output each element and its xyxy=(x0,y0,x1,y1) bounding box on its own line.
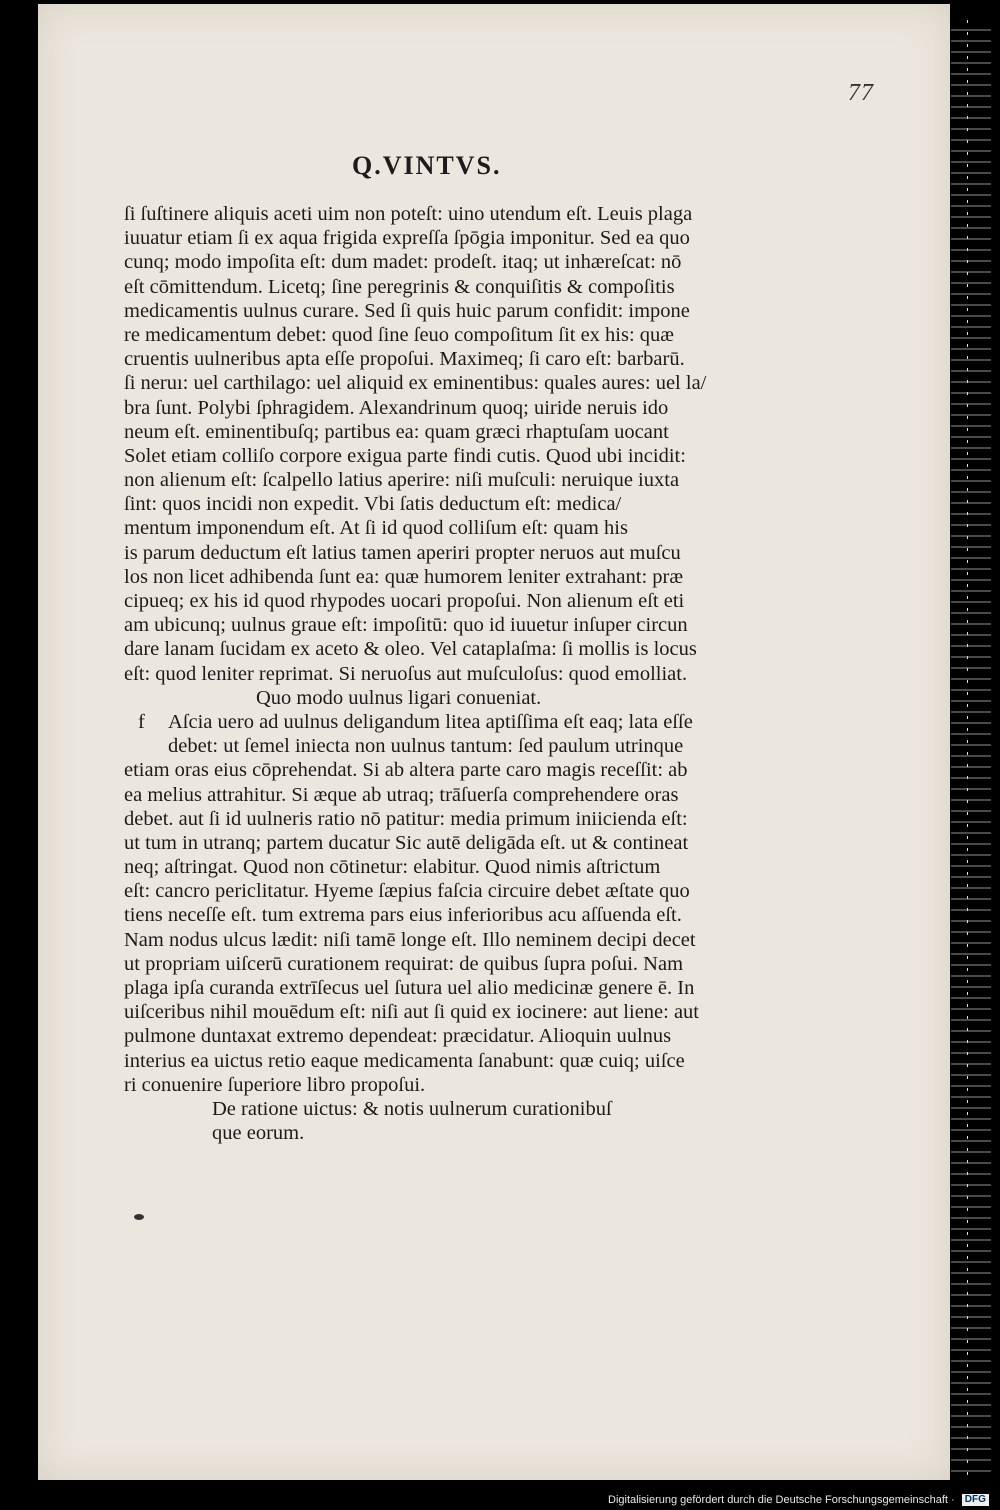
ink-mark xyxy=(134,1214,144,1220)
text-line: ſi neruı: uel carthilago: uel aliquid ex eminentibus: quales aures: uel la/ xyxy=(124,372,707,395)
text-line: medicamentis uulnus curare. Sed ſi quis huic parum confidit: impone xyxy=(124,299,690,322)
text-line: uiſceribus nihil mouēdum eſt: niſi aut ſi quid ex iocinere: aut liene: aut xyxy=(124,1001,700,1024)
text-line: tiens neceſſe eſt. tum extrema pars eius inferioribus acu aſſuenda eſt. xyxy=(124,904,682,927)
running-head: Q.VINTVS. xyxy=(352,151,502,180)
dfg-logo-icon: DFG xyxy=(962,1494,989,1506)
text-line: cipueq; ex his id quod rhypodes uocari propoſui. Non alienum eſt eti xyxy=(124,590,685,612)
text-line: debet. aut ſi id uulneris ratio nō patitur: media primum iniicienda eſt: xyxy=(124,807,688,830)
body-paragraph-2 xyxy=(124,758,724,1097)
text-line: dare lanam ſucidam ex aceto & oleo. Vel cataplaſma: ſi mollis is locus xyxy=(124,638,697,661)
body-paragraph-1 xyxy=(124,202,724,686)
scan-edge xyxy=(951,20,991,1480)
text-line: am ubicunq; uulnus graue eſt: impoſitū: quo id iuuetur inſuper circun xyxy=(124,614,688,637)
text-line: non alienum eſt: ſcalpello latius aperire: niſi muſculi: neruique iuxta xyxy=(124,469,680,492)
text-line: eſt: quod leniter reprimat. Si neruoſus aut muſculoſus: quod emolliat. xyxy=(124,662,688,685)
text-line: ri conuenire ſuperiore libro propoſui. xyxy=(124,1073,426,1096)
text-line: De ratione uictus: & notis uulnerum curationibuſ xyxy=(212,1097,612,1120)
text-line: los non licet adhibenda ſunt ea: quæ humorem leniter extrahant: præ xyxy=(124,565,684,588)
text-block xyxy=(124,202,724,1145)
digitization-credit xyxy=(608,1494,989,1506)
text-line: iuuatur etiam ſi ex aqua frigida expreſſa ſpōgia imponitur. Sed ea quo xyxy=(124,227,690,250)
credit-text: Digitalisierung gefördert durch die Deutsche Forschungsgemeinschaft · xyxy=(608,1494,955,1506)
text-line: eſt: cancro periclitatur. Hyeme ſæpius faſcia circuire debet æſtate quo xyxy=(124,880,690,903)
text-line: plaga ipſa curanda extrīſecus uel ſutura uel alio medicinæ genere ē. In xyxy=(124,977,695,999)
text-line: ut propriam uiſcerū curationem requirat: de quibus ſupra poſui. Nam xyxy=(124,952,684,975)
closing-heading xyxy=(124,1097,724,1145)
text-line: cunq; modo impoſita eſt: dum madet: prodeſt. itaq; ut inhæreſcat: nō xyxy=(124,251,682,274)
text-line: ut tum in utranq; partem ducatur Sic autē deligāda eſt. ut & contineat xyxy=(124,831,689,854)
text-line: is parum deductum eſt latius tamen aperiri propter neruos aut muſcu xyxy=(124,541,681,564)
text-line: etiam oras eius cōprehendat. Si ab altera parte caro magis receſſit: ab xyxy=(124,759,688,782)
text-line: interius ea uictus retio eaque medicamenta ſanabunt: quæ cuiq; uiſce xyxy=(124,1049,685,1072)
text-line: ſi ſuſtinere aliquis aceti uim non poteſt: uino utendum eſt. Leuis plaga xyxy=(124,203,693,225)
text-line: cruentis uulneribus apta eſſe propoſui. Maximeq; ſi caro eſt: barbarū. xyxy=(124,348,685,371)
text-line: re medicamentum debet: quod ſine ſeuo compoſitum ſit ex his: quæ xyxy=(124,323,674,346)
text-line: Solet etiam colliſo corpore exigua parte findi cutis. Quod ubi incidit: xyxy=(124,444,686,467)
text-line: Nam nodus ulcus lædit: niſi tamē longe eſt. Illo neminem decipi decet xyxy=(124,928,696,951)
text-line: bra ſunt. Polybi ſphragidem. Alexandrinum quoq; uiride neruis ido xyxy=(124,396,669,419)
text-line: pulmone duntaxat extremo dependeat: præcidatur. Alioquin uulnus xyxy=(124,1025,672,1048)
text-line-content: Aſcia uero ad uulnus deligandum litea aptiſſima eſt eaq; lata eſſe xyxy=(168,710,693,733)
text-line: ſint: quos incidi non expedit. Vbi ſatis deductum eſt: medica/ xyxy=(124,493,622,516)
section-heading: Quo modo uulnus ligari conueniat. xyxy=(256,686,542,709)
text-line: neq; aſtringat. Quod non cōtinetur: elabitur. Quod nimis aſtrictum xyxy=(124,856,661,879)
guide-letter: f xyxy=(138,710,145,733)
text-line: que eorum. xyxy=(212,1122,305,1145)
book-page xyxy=(38,4,950,1480)
folio-number: 77 xyxy=(848,80,874,106)
text-line: eſt cōmittendum. Licetq; ſine peregrinis & conquiſitis & compoſitis xyxy=(124,275,675,298)
text-line: ea melius attrahitur. Si æque ab utraq; trāſuerſa comprehendere oras xyxy=(124,783,679,806)
body-paragraph-2-indented xyxy=(124,710,724,758)
text-line: neum eſt. eminentibuſq; partibus ea: quam græci rhaptuſam uocant xyxy=(124,420,669,443)
text-line: mentum imponendum eſt. At ſi id quod colliſum eſt: quam his xyxy=(124,517,628,540)
text-line: debet: ut ſemel iniecta non uulnus tantum: ſed paulum utrinque xyxy=(168,735,684,758)
text-line xyxy=(124,710,724,734)
